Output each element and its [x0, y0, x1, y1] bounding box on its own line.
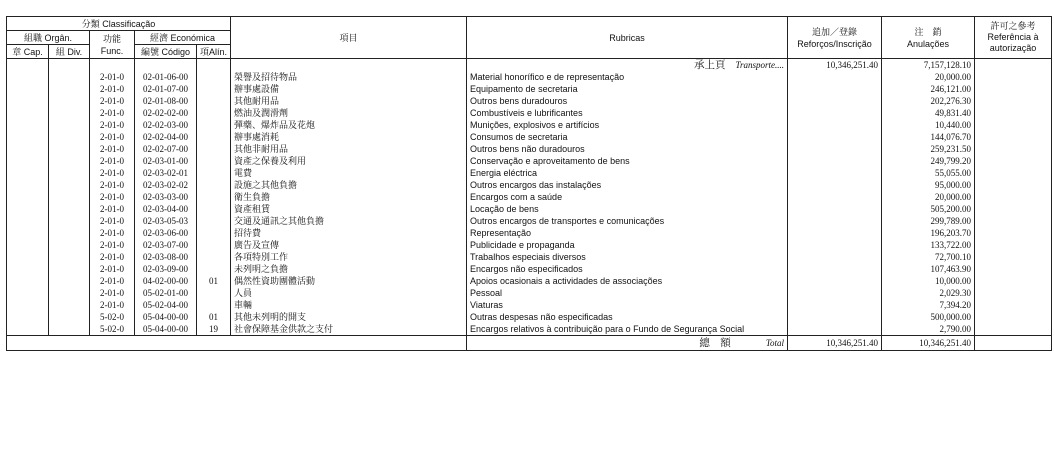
organ-cap-cell [7, 287, 49, 299]
total-label-zh: 總 額 [699, 337, 731, 349]
referencia-cell [975, 71, 1052, 83]
economic-code-cell: 02-03-07-00 [135, 239, 197, 251]
economic-code-cell: 02-01-08-00 [135, 95, 197, 107]
reforcos-cell [788, 287, 882, 299]
rubrica-cell: Encargos relativos à contribuição para o Fundo de Segurança Social [467, 323, 788, 336]
economic-code-cell: 02-02-02-00 [135, 107, 197, 119]
alinea-cell [197, 167, 231, 179]
carry-forward-label-zh: 承上頁 [693, 59, 726, 71]
referencia-cell [975, 239, 1052, 251]
rubrica-cell: Outras despesas não especificadas [467, 311, 788, 323]
item-zh-cell: 辦事處設備 [231, 83, 467, 95]
total-reforcos: 10,346,251.40 [788, 336, 882, 351]
func-code-cell: 2-01-0 [90, 299, 135, 311]
economic-code-cell: 05-02-04-00 [135, 299, 197, 311]
organ-div-cell [49, 107, 90, 119]
referencia-cell [975, 203, 1052, 215]
organ-cap-cell [7, 83, 49, 95]
alinea-cell [197, 299, 231, 311]
table-row [7, 299, 1052, 311]
alinea-cell [197, 95, 231, 107]
reforcos-cell [788, 299, 882, 311]
economic-code-cell: 05-02-01-00 [135, 287, 197, 299]
alinea-cell [197, 131, 231, 143]
table-row [7, 323, 1052, 336]
rubrica-cell: Representação [467, 227, 788, 239]
func-code-cell: 2-01-0 [90, 131, 135, 143]
referencia-cell [975, 143, 1052, 155]
organ-div-cell [49, 203, 90, 215]
organ-div-cell [49, 251, 90, 263]
alinea-cell [197, 203, 231, 215]
item-zh-cell: 人員 [231, 287, 467, 299]
table-row [7, 251, 1052, 263]
reforcos-cell [788, 155, 882, 167]
item-zh-cell: 各項特別工作 [231, 251, 467, 263]
item-zh-cell: 彈藥、爆炸品及花炮 [231, 119, 467, 131]
rubrica-cell: Encargos com a saúde [467, 191, 788, 203]
anulacoes-cell: 20,000.00 [882, 191, 975, 203]
organ-div-cell [49, 275, 90, 287]
organ-cap-cell [7, 191, 49, 203]
organ-cap-cell [7, 167, 49, 179]
organ-div-cell [49, 143, 90, 155]
table-row [7, 263, 1052, 275]
alinea-cell [197, 143, 231, 155]
economic-code-cell: 02-02-07-00 [135, 143, 197, 155]
table-row [7, 179, 1052, 191]
referencia-cell [975, 131, 1052, 143]
rubrica-cell: Apoios ocasionais a actividades de associações [467, 275, 788, 287]
economic-code-cell: 02-03-01-00 [135, 155, 197, 167]
table-row [7, 71, 1052, 83]
organ-cap-cell [7, 107, 49, 119]
table-row [7, 191, 1052, 203]
referencia-cell [975, 167, 1052, 179]
organ-div-cell [49, 95, 90, 107]
alinea-cell [197, 251, 231, 263]
reforcos-cell [788, 143, 882, 155]
economic-code-cell: 02-03-05-03 [135, 215, 197, 227]
func-code-cell: 2-01-0 [90, 167, 135, 179]
organ-div-cell [49, 215, 90, 227]
anulacoes-cell: 133,722.00 [882, 239, 975, 251]
organ-div-cell [49, 299, 90, 311]
organ-div-cell [49, 179, 90, 191]
organ-div-cell [49, 83, 90, 95]
header-classificacao: 分類 Classificação [7, 17, 231, 31]
anulacoes-cell: 95,000.00 [882, 179, 975, 191]
organ-cap-cell [7, 275, 49, 287]
table-row [7, 287, 1052, 299]
carry-forward-label [467, 59, 788, 72]
anulacoes-cell: 144,076.70 [882, 131, 975, 143]
rubrica-cell: Outros encargos das instalações [467, 179, 788, 191]
economic-code-cell: 02-01-07-00 [135, 83, 197, 95]
func-code-cell: 2-01-0 [90, 119, 135, 131]
referencia-cell [975, 107, 1052, 119]
header-div: 組 Div. [49, 45, 90, 59]
organ-cap-cell [7, 95, 49, 107]
reforcos-cell [788, 167, 882, 179]
alinea-cell: 01 [197, 311, 231, 323]
carry-forward-row [7, 59, 1052, 72]
func-code-cell: 2-01-0 [90, 155, 135, 167]
anulacoes-cell: 107,463.90 [882, 263, 975, 275]
reforcos-cell [788, 239, 882, 251]
anulacoes-cell: 20,000.00 [882, 71, 975, 83]
header-cap: 章 Cap. [7, 45, 49, 59]
rubrica-cell: Equipamento de secretaria [467, 83, 788, 95]
anulacoes-cell: 259,231.50 [882, 143, 975, 155]
header-codigo: 編號 Código [135, 45, 197, 59]
economic-code-cell: 02-03-03-00 [135, 191, 197, 203]
item-zh-cell: 電費 [231, 167, 467, 179]
organ-div-cell [49, 239, 90, 251]
item-zh-cell: 社會保障基金供款之支付 [231, 323, 467, 336]
economic-code-cell: 05-04-00-00 [135, 323, 197, 336]
func-code-cell: 2-01-0 [90, 239, 135, 251]
table-row [7, 107, 1052, 119]
organ-cap-cell [7, 239, 49, 251]
table-row [7, 143, 1052, 155]
item-zh-cell: 車輛 [231, 299, 467, 311]
reforcos-cell [788, 179, 882, 191]
organ-cap-cell [7, 263, 49, 275]
rubrica-cell: Combustíveis e lubrificantes [467, 107, 788, 119]
alinea-cell [197, 71, 231, 83]
reforcos-cell [788, 131, 882, 143]
table-row [7, 311, 1052, 323]
item-zh-cell: 招待費 [231, 227, 467, 239]
alinea-cell [197, 287, 231, 299]
economic-code-cell: 02-02-03-00 [135, 119, 197, 131]
anulacoes-cell: 2,790.00 [882, 323, 975, 336]
alinea-cell: 01 [197, 275, 231, 287]
alinea-cell [197, 191, 231, 203]
rubrica-cell: Energia eléctrica [467, 167, 788, 179]
item-zh-cell: 其他非耐用品 [231, 143, 467, 155]
table-row [7, 155, 1052, 167]
organ-cap-cell [7, 227, 49, 239]
total-label [467, 336, 788, 351]
func-code-cell: 2-01-0 [90, 203, 135, 215]
organ-div-cell [49, 287, 90, 299]
organ-cap-cell [7, 299, 49, 311]
func-code-cell: 2-01-0 [90, 179, 135, 191]
alinea-cell: 19 [197, 323, 231, 336]
rubrica-cell: Publicidade e propaganda [467, 239, 788, 251]
rubrica-cell: Locação de bens [467, 203, 788, 215]
func-code-cell: 2-01-0 [90, 275, 135, 287]
organ-cap-cell [7, 251, 49, 263]
referencia-cell [975, 179, 1052, 191]
carry-forward-reforcos: 10,346,251.40 [788, 59, 882, 72]
alinea-cell [197, 107, 231, 119]
organ-cap-cell [7, 179, 49, 191]
economic-code-cell: 02-03-04-00 [135, 203, 197, 215]
anulacoes-cell: 7,394.20 [882, 299, 975, 311]
table-row [7, 275, 1052, 287]
item-zh-cell: 榮譽及招待物品 [231, 71, 467, 83]
item-zh-cell: 資產之保養及利用 [231, 155, 467, 167]
organ-cap-cell [7, 311, 49, 323]
item-zh-cell: 設施之其他負擔 [231, 179, 467, 191]
func-code-cell: 2-01-0 [90, 191, 135, 203]
item-zh-cell: 廣告及宣傳 [231, 239, 467, 251]
economic-code-cell: 02-01-06-00 [135, 71, 197, 83]
func-code-cell: 5-02-0 [90, 311, 135, 323]
alinea-cell [197, 119, 231, 131]
anulacoes-cell: 49,831.40 [882, 107, 975, 119]
organ-div-cell [49, 227, 90, 239]
anulacoes-cell: 196,203.70 [882, 227, 975, 239]
item-zh-cell: 辦事處消耗 [231, 131, 467, 143]
organ-div-cell [49, 191, 90, 203]
organ-cap-cell [7, 203, 49, 215]
reforcos-cell [788, 119, 882, 131]
alinea-cell [197, 155, 231, 167]
table-row [7, 119, 1052, 131]
organ-div-cell [49, 155, 90, 167]
func-code-cell: 5-02-0 [90, 323, 135, 336]
reforcos-cell [788, 311, 882, 323]
referencia-cell [975, 299, 1052, 311]
economic-code-cell: 02-03-09-00 [135, 263, 197, 275]
table-row [7, 95, 1052, 107]
anulacoes-cell: 72,700.10 [882, 251, 975, 263]
item-zh-cell: 資產租賃 [231, 203, 467, 215]
referencia-cell [975, 119, 1052, 131]
table-row [7, 227, 1052, 239]
alinea-cell [197, 215, 231, 227]
alinea-cell [197, 239, 231, 251]
func-code-cell: 2-01-0 [90, 227, 135, 239]
anulacoes-cell: 246,121.00 [882, 83, 975, 95]
rubrica-cell: Material honorífico e de representação [467, 71, 788, 83]
func-code-cell: 2-01-0 [90, 95, 135, 107]
reforcos-cell [788, 275, 882, 287]
total-row [7, 336, 1052, 351]
anulacoes-cell: 10,000.00 [882, 275, 975, 287]
func-code-cell: 2-01-0 [90, 251, 135, 263]
economic-code-cell: 02-02-04-00 [135, 131, 197, 143]
rubrica-cell: Viaturas [467, 299, 788, 311]
rubrica-cell: Consumos de secretaria [467, 131, 788, 143]
reforcos-cell [788, 71, 882, 83]
budget-table [6, 16, 1052, 351]
economic-code-cell: 02-03-06-00 [135, 227, 197, 239]
alinea-cell [197, 227, 231, 239]
reforcos-cell [788, 191, 882, 203]
referencia-cell [975, 251, 1052, 263]
referencia-cell [975, 83, 1052, 95]
organ-cap-cell [7, 155, 49, 167]
reforcos-cell [788, 323, 882, 336]
table-row [7, 239, 1052, 251]
anulacoes-cell: 299,789.00 [882, 215, 975, 227]
referencia-cell [975, 263, 1052, 275]
alinea-cell [197, 263, 231, 275]
organ-cap-cell [7, 119, 49, 131]
reforcos-cell [788, 203, 882, 215]
item-zh-cell: 燃油及潤滑劑 [231, 107, 467, 119]
reforcos-cell [788, 107, 882, 119]
referencia-cell [975, 227, 1052, 239]
carry-forward-label-pt: Transporte.... [735, 60, 785, 70]
organ-div-cell [49, 323, 90, 336]
referencia-cell [975, 155, 1052, 167]
organ-cap-cell [7, 323, 49, 336]
header-referencia: 許可之參考 Referência à autorização [975, 17, 1052, 59]
organ-cap-cell [7, 71, 49, 83]
item-zh-cell: 未列明之負擔 [231, 263, 467, 275]
economic-code-cell: 02-03-02-02 [135, 179, 197, 191]
rubrica-cell: Outros encargos de transportes e comunicações [467, 215, 788, 227]
anulacoes-cell: 249,799.20 [882, 155, 975, 167]
item-zh-cell: 交通及通訊之其他負擔 [231, 215, 467, 227]
item-zh-cell: 其他耐用品 [231, 95, 467, 107]
carry-forward-anulacoes: 7,157,128.10 [882, 59, 975, 72]
header-anulacoes: 注 銷 Anulações [882, 17, 975, 59]
organ-div-cell [49, 131, 90, 143]
table-body [7, 59, 1052, 336]
alinea-cell [197, 179, 231, 191]
reforcos-cell [788, 95, 882, 107]
anulacoes-cell: 202,276.30 [882, 95, 975, 107]
anulacoes-cell: 10,440.00 [882, 119, 975, 131]
func-code-cell: 2-01-0 [90, 143, 135, 155]
referencia-cell [975, 191, 1052, 203]
organ-cap-cell [7, 143, 49, 155]
organ-div-cell [49, 119, 90, 131]
rubrica-cell: Outros bens não duradouros [467, 143, 788, 155]
item-zh-cell: 其他未列明的開支 [231, 311, 467, 323]
rubrica-cell: Pessoal [467, 287, 788, 299]
table-row [7, 131, 1052, 143]
table-row [7, 203, 1052, 215]
func-code-cell: 2-01-0 [90, 287, 135, 299]
organ-div-cell [49, 263, 90, 275]
header-economica: 經濟 Económica [135, 31, 231, 45]
reforcos-cell [788, 215, 882, 227]
item-zh-cell: 偶然性資助團體活動 [231, 275, 467, 287]
rubrica-cell: Conservação e aproveitamento de bens [467, 155, 788, 167]
rubrica-cell: Outros bens duradouros [467, 95, 788, 107]
total-label-pt: Total [765, 338, 785, 348]
rubrica-cell: Encargos não especificados [467, 263, 788, 275]
func-code-cell: 2-01-0 [90, 263, 135, 275]
reforcos-cell [788, 83, 882, 95]
economic-code-cell: 05-04-00-00 [135, 311, 197, 323]
referencia-cell [975, 323, 1052, 336]
anulacoes-cell: 2,029.30 [882, 287, 975, 299]
anulacoes-cell: 505,200.00 [882, 203, 975, 215]
organ-div-cell [49, 71, 90, 83]
economic-code-cell: 02-03-08-00 [135, 251, 197, 263]
economic-code-cell: 02-03-02-01 [135, 167, 197, 179]
organ-div-cell [49, 311, 90, 323]
organ-cap-cell [7, 215, 49, 227]
table-row [7, 167, 1052, 179]
alinea-cell [197, 83, 231, 95]
rubrica-cell: Trabalhos especiais diversos [467, 251, 788, 263]
table-row [7, 215, 1052, 227]
organ-cap-cell [7, 131, 49, 143]
item-zh-cell: 衛生負擔 [231, 191, 467, 203]
header-alin: 項Alín. [197, 45, 231, 59]
reforcos-cell [788, 263, 882, 275]
reforcos-cell [788, 227, 882, 239]
header-organica: 組職 Orgân. [7, 31, 90, 45]
func-code-cell: 2-01-0 [90, 83, 135, 95]
func-code-cell: 2-01-0 [90, 71, 135, 83]
table-row [7, 83, 1052, 95]
referencia-cell [975, 287, 1052, 299]
func-code-cell: 2-01-0 [90, 215, 135, 227]
rubrica-cell: Munições, explosivos e artifícios [467, 119, 788, 131]
organ-div-cell [49, 167, 90, 179]
anulacoes-cell: 500,000.00 [882, 311, 975, 323]
economic-code-cell: 04-02-00-00 [135, 275, 197, 287]
header-rubricas: Rubricas [467, 17, 788, 59]
anulacoes-cell: 55,055.00 [882, 167, 975, 179]
referencia-cell [975, 215, 1052, 227]
total-anulacoes: 10,346,251.40 [882, 336, 975, 351]
reforcos-cell [788, 251, 882, 263]
header-funcional: 功能 Func. [90, 31, 135, 59]
referencia-cell [975, 311, 1052, 323]
func-code-cell: 2-01-0 [90, 107, 135, 119]
header-reforcos: 追加／登錄 Reforços/Inscrição [788, 17, 882, 59]
header-item-zh: 項目 [231, 17, 467, 59]
referencia-cell [975, 275, 1052, 287]
referencia-cell [975, 95, 1052, 107]
